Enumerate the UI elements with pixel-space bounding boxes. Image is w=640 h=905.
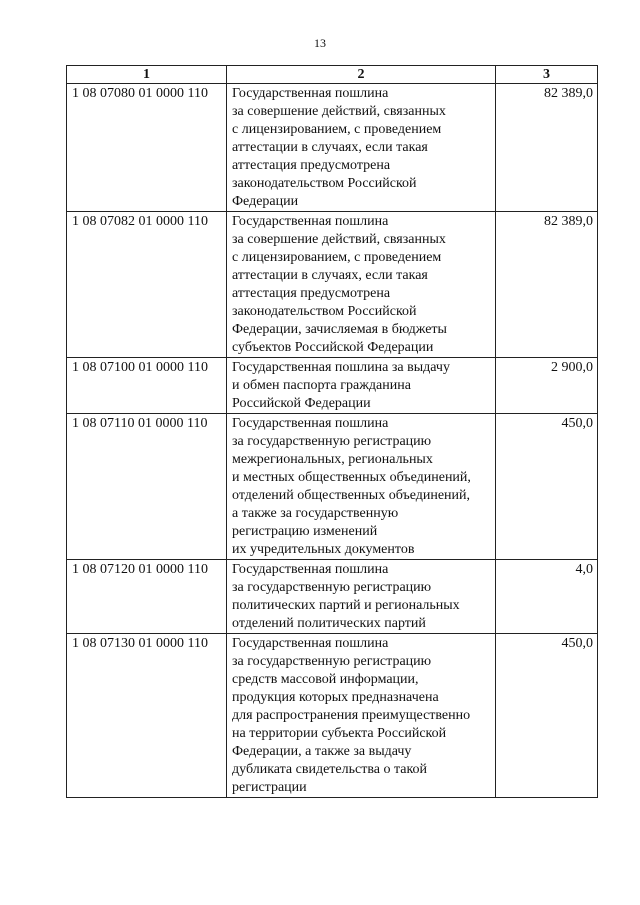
description-line: Государственная пошлина: [232, 636, 389, 651]
table-row: [67, 414, 598, 560]
description-line: регистрации: [232, 780, 307, 795]
description-line: Федерации, а также за выдачу: [232, 744, 412, 759]
description-line: их учредительных документов: [232, 542, 415, 557]
amount: 4,0: [496, 560, 598, 634]
description-line: субъектов Российской Федерации: [232, 340, 434, 355]
budget-code: 1 08 07080 01 0000 110: [67, 84, 227, 212]
budget-code: 1 08 07100 01 0000 110: [67, 358, 227, 414]
description-line: аттестации в случаях, если такая: [232, 140, 428, 155]
description-line: и местных общественных объединений,: [232, 470, 471, 485]
description-line: отделений политических партий: [232, 616, 426, 631]
amount: 82 389,0: [496, 84, 598, 212]
description-line: с лицензированием, с проведением: [232, 250, 442, 265]
description-line: аттестации в случаях, если такая: [232, 268, 428, 283]
description-line: законодательством Российской: [232, 176, 417, 191]
description-line: отделений общественных объединений,: [232, 488, 471, 503]
description-line: с лицензированием, с проведением: [232, 122, 442, 137]
column-header-amount: 3: [496, 66, 598, 84]
table-row: [67, 358, 598, 414]
column-header-code: 1: [67, 66, 227, 84]
budget-code: 1 08 07082 01 0000 110: [67, 212, 227, 358]
description-line: средств массовой информации,: [232, 672, 419, 687]
description: [227, 560, 496, 634]
description-line: Государственная пошлина за выдачу: [232, 360, 450, 375]
description-line: за совершение действий, связанных: [232, 104, 446, 119]
description-line: законодательством Российской: [232, 304, 417, 319]
amount: 82 389,0: [496, 212, 598, 358]
table-row: [67, 212, 598, 358]
description-line: политических партий и региональных: [232, 598, 460, 613]
description-line: а также за государственную: [232, 506, 399, 521]
column-header-description: 2: [227, 66, 496, 84]
description-line: и обмен паспорта гражданина: [232, 378, 411, 393]
amount: 450,0: [496, 414, 598, 560]
budget-code: 1 08 07120 01 0000 110: [67, 560, 227, 634]
amount: 2 900,0: [496, 358, 598, 414]
table-header-row: [67, 66, 598, 84]
description-line: Федерации: [232, 194, 299, 209]
description-line: Государственная пошлина: [232, 562, 389, 577]
description-line: регистрацию изменений: [232, 524, 378, 539]
description-line: Государственная пошлина: [232, 86, 389, 101]
budget-code: 1 08 07110 01 0000 110: [67, 414, 227, 560]
description-line: Государственная пошлина: [232, 416, 389, 431]
description: [227, 84, 496, 212]
page-number: 13: [314, 36, 326, 50]
description-line: за совершение действий, связанных: [232, 232, 446, 247]
description-line: аттестация предусмотрена: [232, 286, 391, 301]
description-line: аттестация предусмотрена: [232, 158, 391, 173]
description-line: дубликата свидетельства о такой: [232, 762, 428, 777]
description-line: продукция которых предназначена: [232, 690, 439, 705]
description-line: Государственная пошлина: [232, 214, 389, 229]
description-line: на территории субъекта Российской: [232, 726, 447, 741]
amount: 450,0: [496, 634, 598, 798]
budget-code: 1 08 07130 01 0000 110: [67, 634, 227, 798]
description: [227, 212, 496, 358]
description-line: межрегиональных, региональных: [232, 452, 433, 467]
description: [227, 414, 496, 560]
description-line: для распространения преимущественно: [232, 708, 471, 723]
description: [227, 634, 496, 798]
description-line: за государственную регистрацию: [232, 654, 432, 669]
table-row: [67, 84, 598, 212]
description-line: за государственную регистрацию: [232, 580, 432, 595]
description-line: Российской Федерации: [232, 396, 371, 411]
description: [227, 358, 496, 414]
table-row: [67, 634, 598, 798]
description-line: за государственную регистрацию: [232, 434, 432, 449]
table-row: [67, 560, 598, 634]
description-line: Федерации, зачисляемая в бюджеты: [232, 322, 447, 337]
budget-table: [66, 65, 598, 798]
